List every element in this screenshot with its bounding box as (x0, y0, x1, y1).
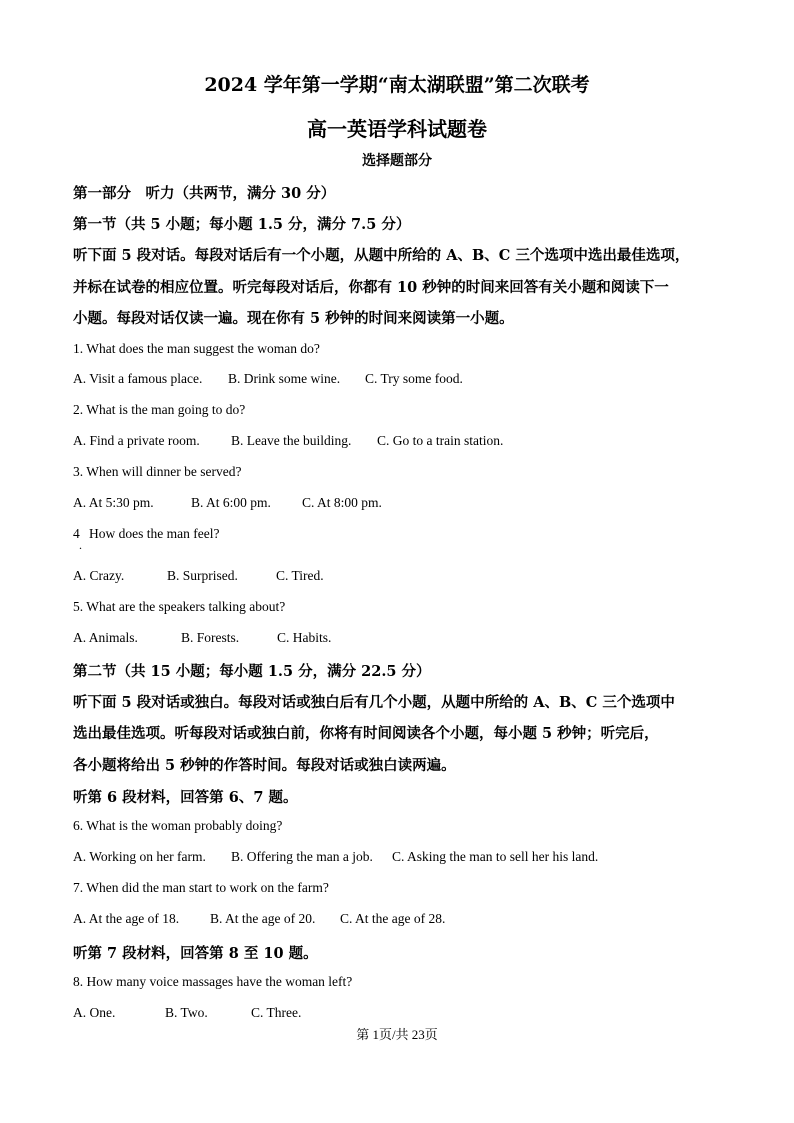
option-a: A. One. (73, 1005, 116, 1020)
option-a: A. Crazy. (73, 568, 125, 583)
material-6-heading: 听第 6 段材料，回答第 6、7 题。 (73, 789, 298, 806)
question-4-number: 4 (73, 526, 80, 541)
option-b: B. Forests. (181, 630, 240, 645)
option-a: A. Working on her farm. (73, 849, 206, 864)
question-4-options (73, 568, 324, 584)
option-a: A. At the age of 18. (73, 911, 180, 926)
option-b: B. At the age of 20. (210, 911, 316, 926)
option-a: A. At 5:30 pm. (73, 495, 154, 510)
option-c: C. Tired. (276, 568, 324, 583)
question-8: 8. How many voice massages have the woman left? (73, 974, 353, 989)
question-8-options (73, 1005, 301, 1021)
option-c: C. At 8:00 pm. (302, 495, 382, 510)
sec1-instruction-line: 听下面 5 段对话。每段对话后有一个小题，从题中所给的 A、B、C 三个选项中选出最佳选项， (73, 247, 690, 264)
sec2-heading: 第二节（共 15 小题；每小题 1.5 分，满分 22.5 分） (73, 663, 431, 680)
sec1-instruction-line: 小题。每段对话仅读一遍。现在你有 5 秒钟的时间来阅读第一小题。 (73, 310, 514, 327)
question-6: 6. What is the woman probably doing? (73, 818, 283, 833)
option-c: C. Go to a train station. (377, 433, 504, 448)
question-5-options (73, 630, 331, 646)
option-c: C. Three. (251, 1005, 302, 1020)
question-1-options (73, 371, 463, 387)
question-7: 7. When did the man start to work on the farm? (73, 880, 329, 895)
question-3-options (73, 495, 382, 511)
option-c: C. Asking the man to sell her his land. (392, 849, 599, 864)
sec1-instruction-line: 并标在试卷的相应位置。听完每段对话后，你都有 10 秒钟的时间来回答有关小题和阅读下一 (73, 279, 669, 296)
page-footer: 第 1页/共 23页 (356, 1027, 438, 1042)
question-2-options (73, 433, 503, 449)
option-b: B. Drink some wine. (228, 371, 341, 386)
option-c: C. Habits. (277, 630, 332, 645)
option-b: B. Two. (165, 1005, 208, 1020)
question-4-text: How does the man feel? (89, 526, 220, 541)
option-c: C. Try some food. (365, 371, 463, 386)
part1-heading: 第一部分 听力（共两节，满分 30 分） (73, 185, 336, 202)
option-b: B. Leave the building. (231, 433, 352, 448)
section-label: 选择题部分 (362, 153, 432, 169)
option-b: B. Surprised. (167, 568, 238, 583)
option-a: A. Animals. (73, 630, 138, 645)
question-5: 5. What are the speakers talking about? (73, 599, 286, 614)
sec2-instruction-line: 听下面 5 段对话或独白。每段对话或独白后有几个小题，从题中所给的 A、B、C 三个选项中 (73, 694, 675, 711)
question-6-options (73, 849, 598, 865)
option-a: A. Visit a famous place. (73, 371, 203, 386)
sec2-instruction-line: 各小题将给出 5 秒钟的作答时间。每段对话或独白读两遍。 (73, 757, 456, 774)
exam-title: 2024 学年第一学期“南太湖联盟”第二次联考 (204, 74, 590, 96)
sec1-heading: 第一节（共 5 小题；每小题 1.5 分，满分 7.5 分） (73, 216, 411, 233)
stray-dot: . (79, 538, 82, 552)
option-a: A. Find a private room. (73, 433, 200, 448)
question-7-options (73, 911, 445, 927)
option-c: C. At the age of 28. (340, 911, 446, 926)
question-2: 2. What is the man going to do? (73, 402, 246, 417)
option-b: B. At 6:00 pm. (191, 495, 271, 510)
question-4 (73, 526, 219, 542)
material-7-heading: 听第 7 段材料，回答第 8 至 10 题。 (73, 945, 318, 962)
sec2-instruction-line: 选出最佳选项。听每段对话或独白前，你将有时间阅读各个小题，每小题 5 秒钟；听完后， (73, 725, 659, 742)
exam-subtitle: 高一英语学科试题卷 (307, 117, 487, 141)
question-1: 1. What does the man suggest the woman do? (73, 341, 320, 356)
question-3: 3. When will dinner be served? (73, 464, 242, 479)
option-b: B. Offering the man a job. (231, 849, 373, 864)
